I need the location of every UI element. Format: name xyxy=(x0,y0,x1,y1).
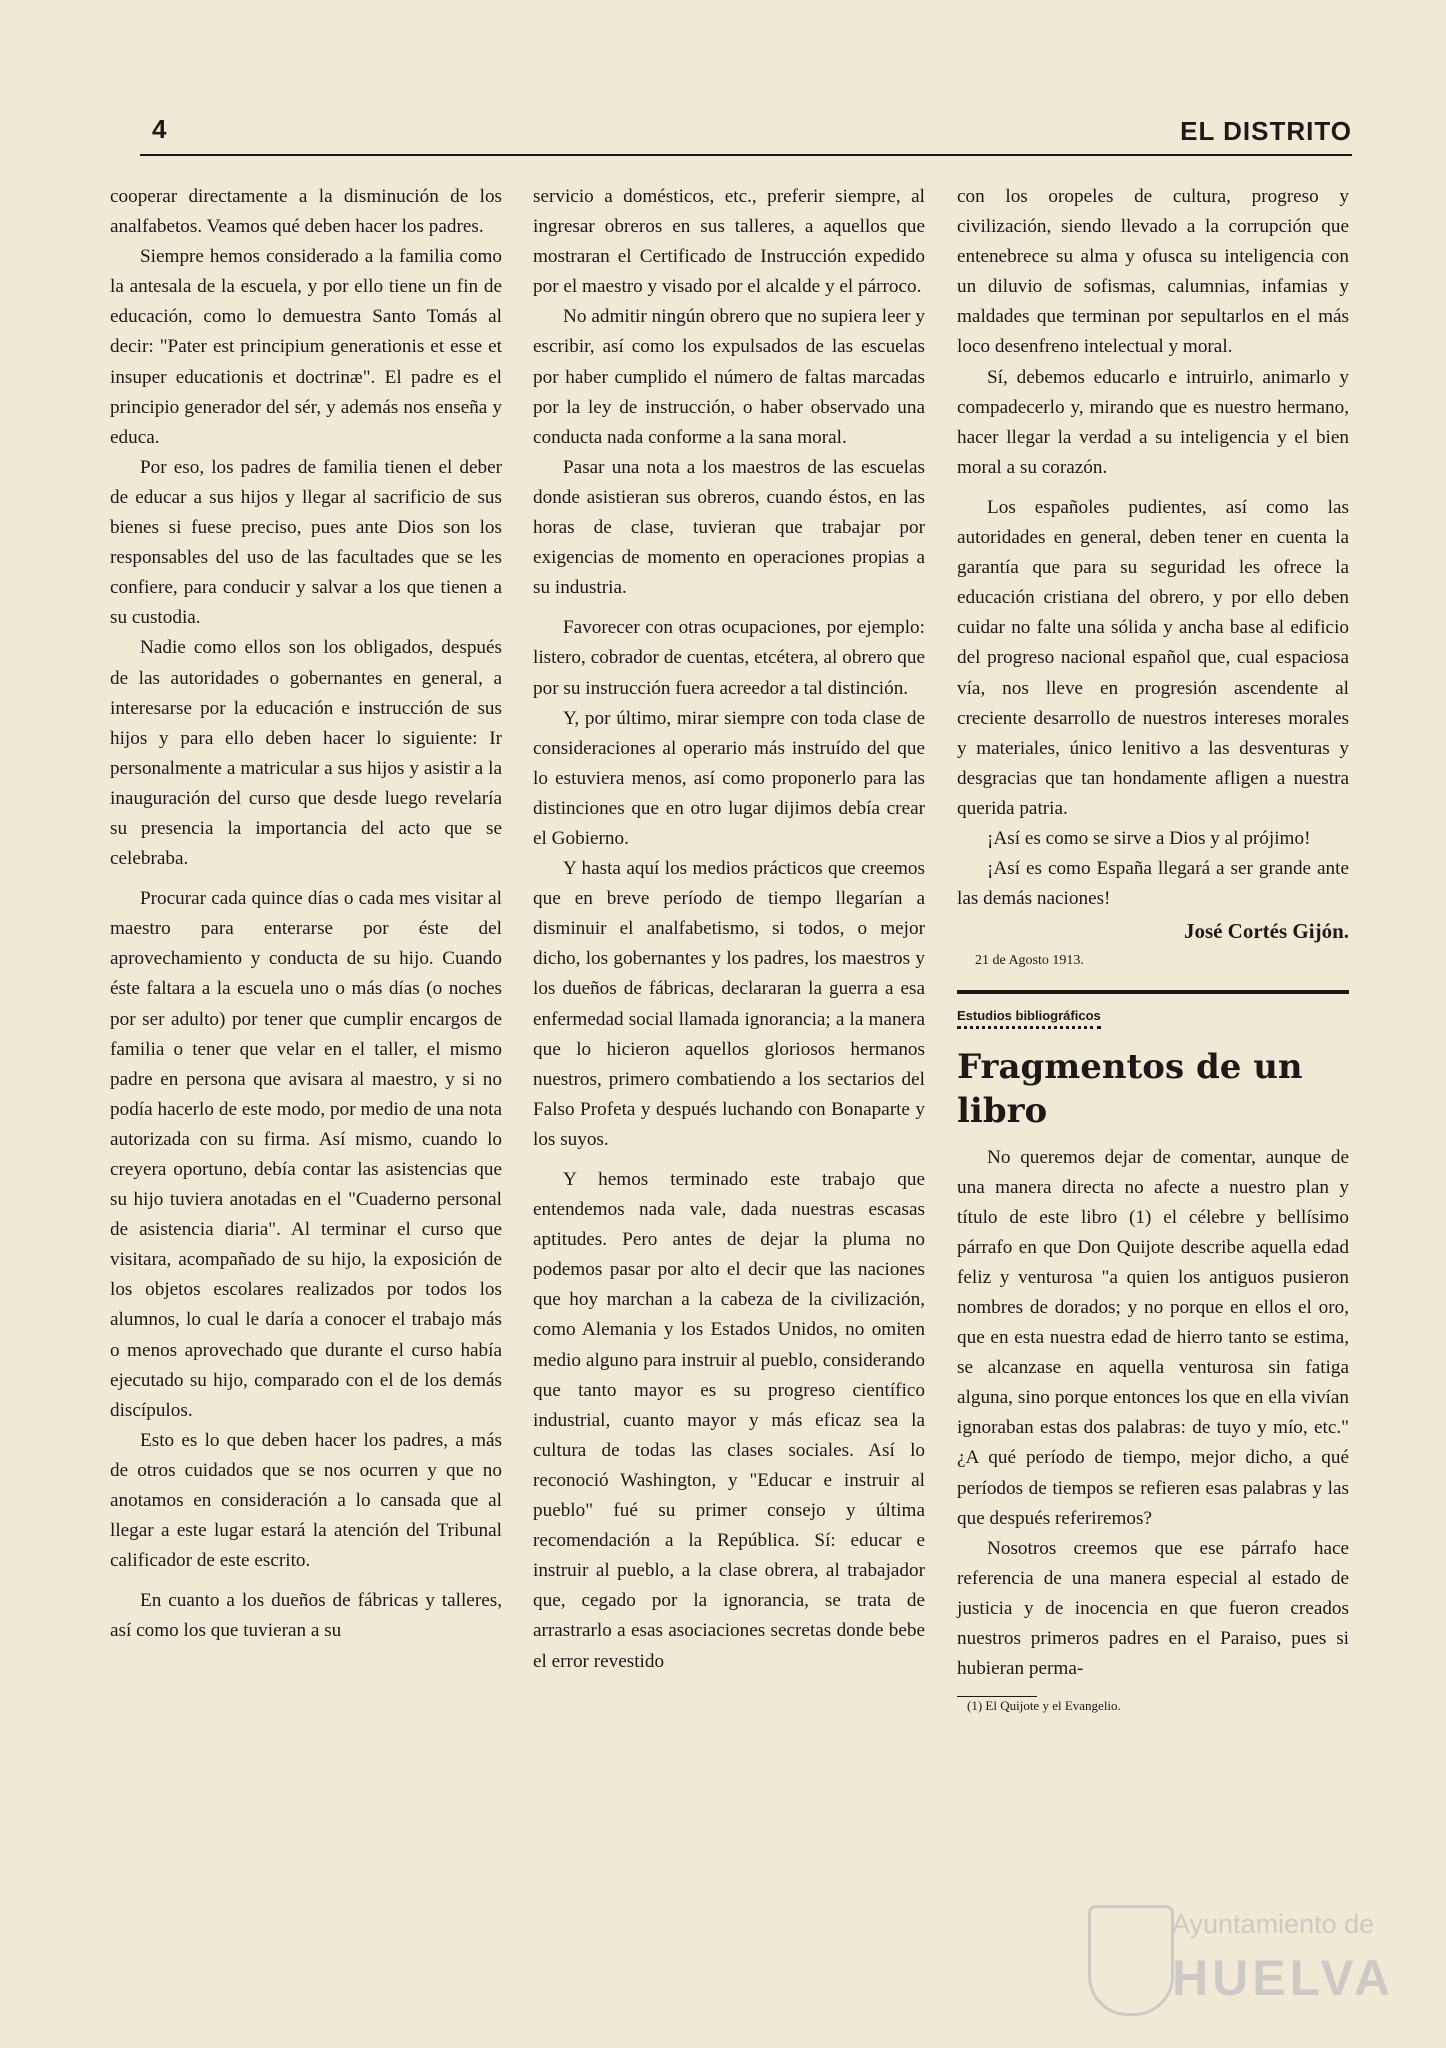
paragraph: Siempre hemos considerado a la familia como la antesala de la escuela, y por ello tiene un fin de educación, como lo demuestra Santo Tomás al decir: "Pater est principium generationis et esse et insuper educationis et doctrinæ". El padre es el principio generador del sér, y además nos enseña y educa. xyxy=(110,246,502,448)
column-1 xyxy=(110,182,502,1647)
column-3 xyxy=(957,182,1349,1715)
running-title: EL DISTRITO xyxy=(1180,116,1352,146)
paragraph: Y hemos terminado este trabajo que entendemos nada vale, dada nuestras escasas aptitudes. Pero antes de dejar la pluma no podemos pasar por alto el decir que las naciones que hoy marchan a la cabeza de la civilización, como Alemania y los Estados Unidos, no omiten medio alguno para instruir al pueblo, considerando que tanto mayor es su progreso científico industrial, cuanto mayor y más eficaz sea la cultura de todas las clases sociales. Así lo reconoció Washington, y "Educar e instruir al pueblo" fué su primer consejo y última recomendación a la República. Sí: educar e instruir al pueblo, a la clase obrera, al trabajador que, cegado por la ignorancia, se trata de arrastrarlo a esas asociaciones secretas donde bebe el error revestido xyxy=(533,1169,925,1672)
page-header xyxy=(140,114,1352,156)
paragraph: Esto es lo que deben hacer los padres, a más de otros cuidados que se nos ocurren y que no anotamos en consideración a lo cansada que al llegar a este lugar estará la atención del Tribunal calificador de este escrito. xyxy=(110,1429,502,1572)
section-divider xyxy=(957,990,1349,994)
paragraph: Nosotros creemos que ese párrafo hace referencia de una manera especial al estado de justicia y de inocencia en que fueron creados nuestros primeros padres en el Paraiso, pues si hubieran perma- xyxy=(957,1537,1349,1680)
page-number: 4 xyxy=(152,114,167,144)
watermark-line-2: HUELVA xyxy=(1172,1950,1395,2006)
paragraph: ¡Así es como se sirve a Dios y al prójimo! xyxy=(987,827,1311,849)
paragraph: Nadie como ellos son los obligados, después de las autoridades o gobernantes en general, a interesarse por la educación e instrucción de sus hijos y para ello deben hacer lo siguiente: Ir personalmente a matricular a sus hijos y asistir a la inauguración del curso que desde luego revelaría su presencia la importancia del acto que se celebraba. xyxy=(110,637,502,870)
watermark xyxy=(1088,1905,1398,2015)
paragraph: Sí, debemos educarlo e intruirlo, animarlo y compadecerlo y, mirando que es nuestro hermano, hacer llegar la verdad a su inteligencia y el bien moral a su corazón. xyxy=(957,366,1349,478)
paragraph: cooperar directamente a la disminución de los analfabetos. Veamos qué deben hacer los padres. xyxy=(110,186,502,238)
coat-of-arms-icon xyxy=(1088,1905,1174,2016)
author-signature: José Cortés Gijón. xyxy=(1183,919,1349,944)
paragraph: Y hasta aquí los medios prácticos que creemos que en breve período de tiempo llegarían a disminuir el analfabetismo, si todos, o mejor dicho, los gobernantes y los padres, los maestros y los dueños de fábricas, declararan la guerra a esa enfermedad social llamada ignorancia; a la manera que lo hicieron aquellos gloriosos hermanos nuestros, primero combatiendo a los sectarios del Falso Profeta y después luchando con Bonaparte y los suyos. xyxy=(533,858,925,1150)
signature-date: 21 de Agosto 1913. xyxy=(975,953,1084,969)
section-label: Estudios bibliográficos xyxy=(957,1006,1101,1029)
paragraph: No queremos dejar de comentar, aunque de una manera directa no afecte a nuestro plan y título de este libro (1) el célebre y bellísimo párrafo en que Don Quijote describe aquella edad feliz y venturosa "a quien los antiguos pusieron nombres de dorados; y no porque en ellos el oro, que en esta nuestra edad de hierro tanto se estima, se alcanzase en aquella venturosa sin fatiga alguna, sino porque entonces los que en ella vivían ignoraban estas dos palabras: de tuyo y mío, etc." ¿A qué período de tiempo, mejor dicho, a qué períodos de tiempos se refieren esas palabras y las que después referiremos? xyxy=(957,1146,1349,1529)
paragraph: Pasar una nota a los maestros de las escuelas donde asistieran sus obreros, cuando éstos, en las horas de clase, tuvieran que trabajar por exigencias de momento en operaciones propias a su industria. xyxy=(533,456,925,599)
paragraph: Los españoles pudientes, así como las autoridades en general, deben tener en cuenta la garantía que para su seguridad les ofrece la educación cristiana del obrero, y por ello deben cuidar no falte una sólida y ancha base al edificio del progreso nacional español que, cual espaciosa vía, nos lleve en progresión ascendente al creciente desarrollo de nuestros intereses morales y materiales, único lenitivo a las desventuras y desgracias que tan hondamente afligen a nuestra querida patria. xyxy=(957,496,1349,819)
paragraph: En cuanto a los dueños de fábricas y talleres, así como los que tuvieran a su xyxy=(110,1590,502,1642)
paragraph: Por eso, los padres de familia tienen el deber de educar a sus hijos y llegar al sacrificio de sus bienes si fuese preciso, pues ante Dios son los responsables del uso de las facultades que se les confiere, para conducir y salvar a los que tienen a su custodia. xyxy=(110,456,502,629)
footnote: (1) El Quijote y el Evangelio. xyxy=(967,1698,1121,1714)
paragraph: No admitir ningún obrero que no supiera leer y escribir, así como los expulsados de las escuelas por haber cumplido el número de faltas marcadas por la ley de instrucción, o haber observado una conducta nada conforme a la sana moral. xyxy=(533,306,925,448)
paragraph: servicio a domésticos, etc., preferir siempre, al ingresar obreros en sus talleres, a aquellos que mostraran el Certificado de Instrucción expedido por el maestro y visado por el alcalde y el párroco. xyxy=(533,186,925,298)
paragraph: ¡Así es como España llegará a ser grande ante las demás naciones! xyxy=(957,858,1349,910)
watermark-line-1: Ayuntamiento de xyxy=(1172,1909,1375,1939)
column-2 xyxy=(533,182,925,1677)
paragraph: Y, por último, mirar siempre con toda clase de consideraciones al operario más instruído del que lo estuviera menos, así como proponerlo para las distinciones que en otro lugar dijimos debía crear el Gobierno. xyxy=(533,707,925,849)
paragraph: Favorecer con otras ocupaciones, por ejemplo: listero, cobrador de cuentas, etcétera, al obrero que por su instrucción fuera acreedor a tal distinción. xyxy=(533,617,925,699)
paragraph: con los oropeles de cultura, progreso y civilización, siendo llevado a la corrupción que entenebrece su alma y ofusca su inteligencia con un diluvio de sofismas, calumnias, infamias y maldades que terminan por sepultarlos en el más loco desenfreno intelectual y moral. xyxy=(957,186,1349,358)
article-title: Fragmentos de un libro xyxy=(957,1046,1303,1131)
paragraph: Procurar cada quince días o cada mes visitar al maestro para enterarse por éste del aprovechamiento y conducta de su hijo. Cuando éste faltara a la escuela uno o más días (o noches por ser adulto) por tener que cumplir encargos de familia o tener que velar en el taller, el mismo padre en persona que avisara al maestro, y si no podía hacerlo de este modo, por medio de una nota autorizada con su firma. Así mismo, cuando lo creyera oportuno, debía contar las asistencias que su hijo tuviera anotadas en el "Cuaderno personal de asistencia diaria". Al terminar el curso que visitara, acompañado de su hijo, la exposición de los objetos escolares realizados por todos los alumnos, lo cual le daría a conocer el trabajo más o menos aprovechado que durante el curso había ejecutado su hijo, comparado con el de los demás discípulos. xyxy=(110,888,502,1421)
